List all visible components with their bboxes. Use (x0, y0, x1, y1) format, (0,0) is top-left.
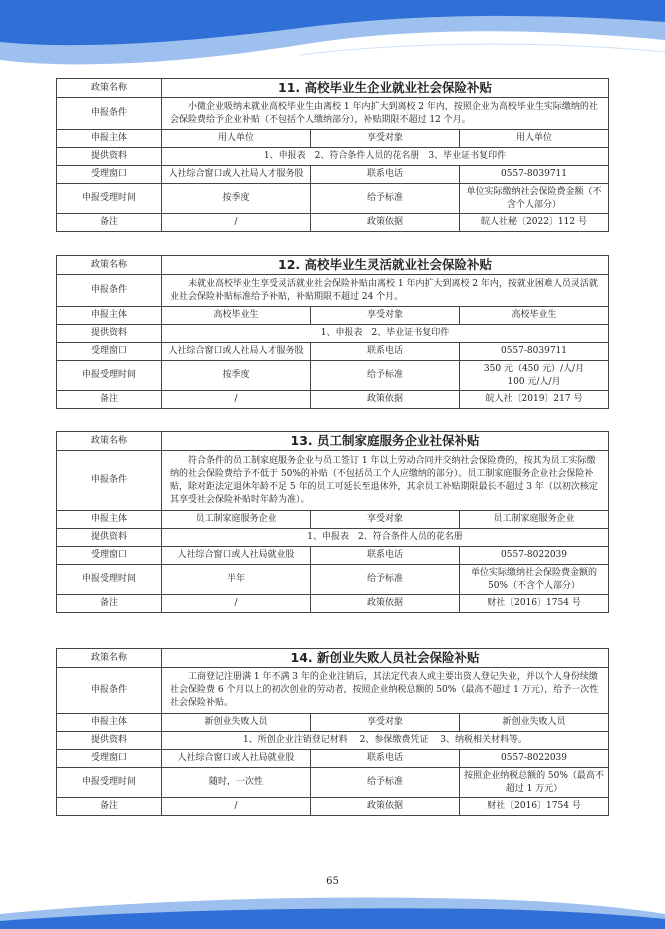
condition-label: 申报条件 (57, 451, 162, 511)
window-label: 受理窗口 (57, 343, 162, 361)
policy-title: 12. 高校毕业生灵活就业社会保险补贴 (162, 256, 609, 275)
standard-line-2: 100 元/人/月 (507, 376, 561, 387)
materials-label: 提供资料 (57, 732, 162, 750)
target-label: 享受对象 (311, 714, 460, 732)
materials-value: 1、申报表 2、毕业证书复印件 (162, 325, 609, 343)
basis-label: 政策依据 (311, 391, 460, 409)
subject-value: 新创业失败人员 (162, 714, 311, 732)
target-label: 享受对象 (311, 511, 460, 529)
note-value: / (162, 798, 311, 816)
note-label: 备注 (57, 798, 162, 816)
time-label: 申报受理时间 (57, 565, 162, 595)
target-value: 新创业失败人员 (460, 714, 609, 732)
condition-label: 申报条件 (57, 98, 162, 130)
window-value: 人社综合窗口或人社局就业股 (162, 750, 311, 768)
note-label: 备注 (57, 214, 162, 232)
window-label: 受理窗口 (57, 547, 162, 565)
phone-label: 联系电话 (311, 343, 460, 361)
time-label: 申报受理时间 (57, 768, 162, 798)
standard-value (460, 361, 609, 391)
materials-label: 提供资料 (57, 529, 162, 547)
policy-table-11 (56, 78, 609, 232)
note-value: / (162, 595, 311, 613)
materials-value: 1、申报表 2、符合条件人员的花名册 (162, 529, 609, 547)
policy-title: 13. 员工制家庭服务企业社保补贴 (162, 432, 609, 451)
note-label: 备注 (57, 595, 162, 613)
condition-text: 工商登记注册满 1 年不满 3 年的企业注销后，其法定代表人或主要出资人登记失业，并以个人身份续缴社会保险费 6 个月以上的初次创业的劳动者，按照企业纳税总额的 50%（最高不超过 1 万元），给予一次性社会保险补贴。 (162, 668, 609, 714)
basis-value: 皖人社秘〔2022〕112 号 (460, 214, 609, 232)
phone-label: 联系电话 (311, 166, 460, 184)
phone-value: 0557-8039711 (460, 166, 609, 184)
condition-text: 符合条件的员工制家庭服务企业与员工签订 1 年以上劳动合同并交纳社会保险费的，按其为员工实际缴纳的社会保险费给予不低于 50%的补贴（不包括员工个人应缴纳的部分）。员工制家庭服务企业社会保险补贴，除对距法定退休年龄不足 5 年的员工可延长至退休外，其余员工补贴期限最长不超过 3 年（以初次核定其享受社会保险补贴时年龄为准）。 (162, 451, 609, 511)
phone-label: 联系电话 (311, 750, 460, 768)
basis-value: 财社〔2016〕1754 号 (460, 595, 609, 613)
time-value: 按季度 (162, 361, 311, 391)
policy-name-label: 政策名称 (57, 79, 162, 98)
page-number: 65 (326, 876, 339, 887)
standard-label: 给予标准 (311, 565, 460, 595)
target-value: 员工制家庭服务企业 (460, 511, 609, 529)
standard-label: 给予标准 (311, 768, 460, 798)
phone-label: 联系电话 (311, 547, 460, 565)
policy-name-label: 政策名称 (57, 649, 162, 668)
target-label: 享受对象 (311, 307, 460, 325)
condition-text: 小微企业吸纳未就业高校毕业生由离校 1 年内扩大到离校 2 年内，按照企业为高校毕业生实际缴纳的社会保险费给予企业补贴（不包括个人缴纳部分），补贴期限不超过 12 个月。 (162, 98, 609, 130)
condition-text: 未就业高校毕业生享受灵活就业社会保险补贴由离校 1 年内扩大到离校 2 年内，按就业困难人员灵活就业社会保险补贴标准给予补贴，补贴期限不超过 24 个月。 (162, 275, 609, 307)
condition-label: 申报条件 (57, 275, 162, 307)
target-label: 享受对象 (311, 130, 460, 148)
standard-value: 按照企业纳税总额的 50%（最高不超过 1 万元） (460, 768, 609, 798)
time-label: 申报受理时间 (57, 361, 162, 391)
condition-label: 申报条件 (57, 668, 162, 714)
policy-table-12 (56, 255, 609, 409)
standard-label: 给予标准 (311, 361, 460, 391)
policy-table-13 (56, 431, 609, 613)
time-value: 按季度 (162, 184, 311, 214)
policy-name-label: 政策名称 (57, 432, 162, 451)
materials-label: 提供资料 (57, 148, 162, 166)
subject-label: 申报主体 (57, 511, 162, 529)
subject-label: 申报主体 (57, 130, 162, 148)
phone-value: 0557-8022039 (460, 750, 609, 768)
subject-label: 申报主体 (57, 714, 162, 732)
subject-value: 用人单位 (162, 130, 311, 148)
time-value: 半年 (162, 565, 311, 595)
subject-label: 申报主体 (57, 307, 162, 325)
subject-value: 员工制家庭服务企业 (162, 511, 311, 529)
basis-value: 财社〔2016〕1754 号 (460, 798, 609, 816)
window-value: 人社综合窗口或人社局人才服务股 (162, 166, 311, 184)
basis-value: 皖人社〔2019〕217 号 (460, 391, 609, 409)
phone-value: 0557-8022039 (460, 547, 609, 565)
time-value: 随时，一次性 (162, 768, 311, 798)
standard-value: 单位实际缴纳社会保险费金额的 50%（不含个人部分） (460, 565, 609, 595)
subject-value: 高校毕业生 (162, 307, 311, 325)
note-value: / (162, 214, 311, 232)
bottom-wave-decoration (0, 859, 665, 929)
note-value: / (162, 391, 311, 409)
window-value: 人社综合窗口或人社局人才服务股 (162, 343, 311, 361)
note-label: 备注 (57, 391, 162, 409)
policy-table-14 (56, 648, 609, 816)
window-value: 人社综合窗口或人社局就业股 (162, 547, 311, 565)
window-label: 受理窗口 (57, 166, 162, 184)
standard-value: 单位实际缴纳社会保险费金额（不含个人部分） (460, 184, 609, 214)
target-value: 高校毕业生 (460, 307, 609, 325)
materials-value: 1、所创企业注销登记材料 2、参保缴费凭证 3、纳税相关材料等。 (162, 732, 609, 750)
window-label: 受理窗口 (57, 750, 162, 768)
basis-label: 政策依据 (311, 798, 460, 816)
policy-title: 14. 新创业失败人员社会保险补贴 (162, 649, 609, 668)
basis-label: 政策依据 (311, 595, 460, 613)
policy-title: 11. 高校毕业生企业就业社会保险补贴 (162, 79, 609, 98)
target-value: 用人单位 (460, 130, 609, 148)
materials-value: 1、申报表 2、符合条件人员的花名册 3、毕业证书复印件 (162, 148, 609, 166)
time-label: 申报受理时间 (57, 184, 162, 214)
policy-name-label: 政策名称 (57, 256, 162, 275)
basis-label: 政策依据 (311, 214, 460, 232)
standard-label: 给予标准 (311, 184, 460, 214)
phone-value: 0557-8039711 (460, 343, 609, 361)
standard-line-1: 350 元（450 元）/人/月 (483, 363, 585, 374)
materials-label: 提供资料 (57, 325, 162, 343)
